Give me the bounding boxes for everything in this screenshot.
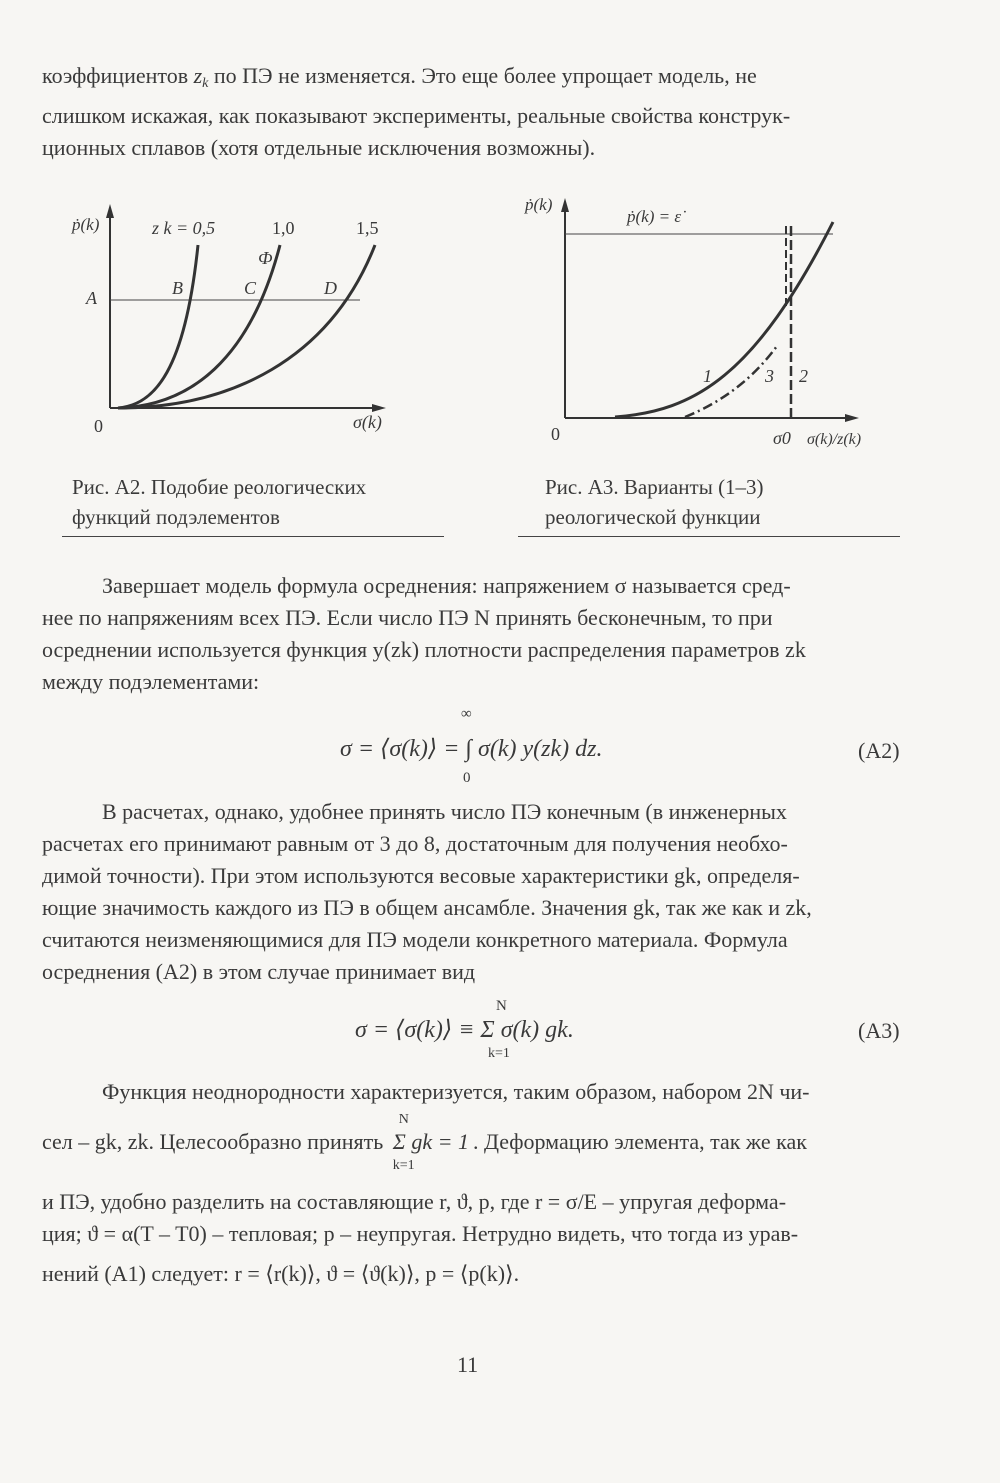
fig3-label-sigma0: σ0 bbox=[773, 428, 791, 448]
para3-line1: В расчетах, однако, удобнее принять число ПЭ конечным (в инженерных bbox=[102, 799, 787, 824]
para1-line3: ционных сплавов (хотя отдельные исключения возможны). bbox=[42, 135, 596, 160]
para3-line6: осреднения (A2) в этом случае принимает вид bbox=[42, 959, 476, 984]
fig3-ylabel: ṗ(k) bbox=[525, 195, 553, 214]
fig2-xlabel: σ(k) bbox=[353, 412, 382, 432]
para1-line1: коэффициентов $z_k$ по ПЭ не изменяется. Это еще более упрощает модель, не bbox=[42, 63, 757, 91]
para4-line1: Функция неоднородности характеризуется, таким образом, набором 2N чи- bbox=[102, 1079, 810, 1104]
fig3-curve-3 bbox=[685, 346, 777, 417]
para4-line4: ция; ϑ = α(T – T0) – тепловая; p – неупругая. Нетрудно видеть, что тогда из урав- bbox=[42, 1221, 799, 1246]
fig3-xlabel: σ(k)/z(k) bbox=[807, 431, 862, 448]
para3-line4: ющие значимость каждого из ПЭ в общем ансамбле. Значения gk, так же как и zk, bbox=[42, 895, 812, 920]
figure-a3 bbox=[515, 186, 895, 458]
para4-sum-upper: N bbox=[398, 1112, 409, 1127]
page-number: 11 bbox=[457, 1352, 479, 1377]
fig3-x-arrow bbox=[845, 414, 859, 422]
para2-line3: осреднении используется функция y(zk) плотности распределения параметров zk bbox=[42, 637, 806, 662]
eq-a2-upper-limit: ∞ bbox=[461, 706, 472, 722]
fig2-label-a: A bbox=[86, 288, 97, 308]
fig3-caption bbox=[545, 472, 764, 532]
equation-a3: σ = ⟨σ(k)⟩ ≡ Σ σ(k) gk. bbox=[355, 1017, 574, 1043]
fig2-y-arrow bbox=[106, 204, 114, 218]
paragraph-4 bbox=[42, 1076, 908, 1108]
para4-sum-lower: k=1 bbox=[392, 1158, 415, 1173]
fig2-label-z1: 1,0 bbox=[272, 218, 295, 238]
fig3-caption-line2: реологической функции bbox=[545, 505, 761, 529]
fig2-label-b: B bbox=[172, 278, 183, 298]
fig3-caption-line1: Рис. А3. Варианты (1–3) bbox=[545, 475, 764, 499]
fig2-label-z: z k = 0,5 bbox=[152, 218, 216, 238]
para4-line3: и ПЭ, удобно разделить на составляющие r, ϑ, p, где r = σ/E – упругая деформа- bbox=[42, 1189, 787, 1214]
para4-line5: нений (A1) следует: r = ⟨r(k)⟩, ϑ = ⟨ϑ(k)⟩, p = ⟨p(k)⟩. bbox=[42, 1261, 520, 1286]
para3-line5: считаются неизменяющимися для ПЭ модели конкретного материала. Формула bbox=[42, 927, 788, 952]
fig3-curve-1 bbox=[615, 222, 833, 417]
fig2-caption-rule bbox=[62, 536, 444, 537]
fig2-label-d: D bbox=[324, 278, 337, 298]
fig2-label-phi: Ф bbox=[258, 248, 273, 268]
paragraph-3 bbox=[42, 796, 908, 988]
fig2-ylabel: ṗ(k) bbox=[72, 215, 100, 234]
fig2-label-z2: 1,5 bbox=[356, 218, 379, 238]
para2-line2: нее по напряжениям всех ПЭ. Если число ПЭ N принять бесконечным, то при bbox=[42, 605, 773, 630]
fig3-y-arrow bbox=[561, 198, 569, 212]
fig2-curve-c bbox=[118, 245, 280, 408]
para3-line3: димой точности). При этом используются весовые характеристики gk, определя- bbox=[42, 863, 800, 888]
eq-a2-number: (A2) bbox=[858, 738, 900, 763]
fig2-origin: 0 bbox=[94, 416, 103, 436]
fig2-curve-b bbox=[118, 245, 198, 408]
fig2-caption bbox=[72, 472, 366, 532]
eq-a2-lower-limit: 0 bbox=[463, 770, 471, 786]
fig3-top-label: ṗ(k) = ε̇ bbox=[627, 207, 682, 226]
paragraph-2 bbox=[42, 570, 908, 698]
equation-a2: σ = ⟨σ(k)⟩ = ∫ σ(k) y(zk) dz. bbox=[340, 736, 603, 762]
paragraph-1 bbox=[42, 60, 908, 164]
fig2-caption-line2: функций подэлементов bbox=[72, 505, 280, 529]
para4-sum: N Σ gk = 1 k=1 bbox=[393, 1126, 469, 1158]
eq-a3-upper-limit: N bbox=[496, 998, 507, 1014]
fig3-label-1: 1 bbox=[703, 366, 712, 386]
fig3-caption-rule bbox=[518, 536, 900, 537]
eq-a3-number: (A3) bbox=[858, 1018, 900, 1043]
para3-line2: расчетах его принимают равным от 3 до 8, достаточным для получения необхо- bbox=[42, 831, 788, 856]
fig2-caption-line1: Рис. А2. Подобие реологических bbox=[72, 475, 367, 499]
eq-a3-lower-limit: k=1 bbox=[488, 1046, 510, 1061]
fig3-label-3: 3 bbox=[765, 366, 774, 386]
para4-line2: сел – gk, zk. Целесообразно принять N Σ gk = 1 k=1 . Деформацию элемента, так же как bbox=[42, 1126, 908, 1158]
para2-line1: Завершает модель формула осреднения: напряжением σ называется сред- bbox=[102, 573, 791, 598]
figure-a2 bbox=[60, 190, 460, 450]
para1-line2: слишком искажая, как показывают эксперименты, реальные свойства конструк- bbox=[42, 103, 791, 128]
fig3-origin: 0 bbox=[551, 424, 560, 444]
fig2-x-arrow bbox=[372, 404, 386, 412]
para2-line4: между подэлементами: bbox=[42, 669, 260, 694]
fig2-label-c: C bbox=[244, 278, 257, 298]
fig3-label-2: 2 bbox=[799, 366, 808, 386]
paragraph-4-cont bbox=[42, 1186, 908, 1290]
